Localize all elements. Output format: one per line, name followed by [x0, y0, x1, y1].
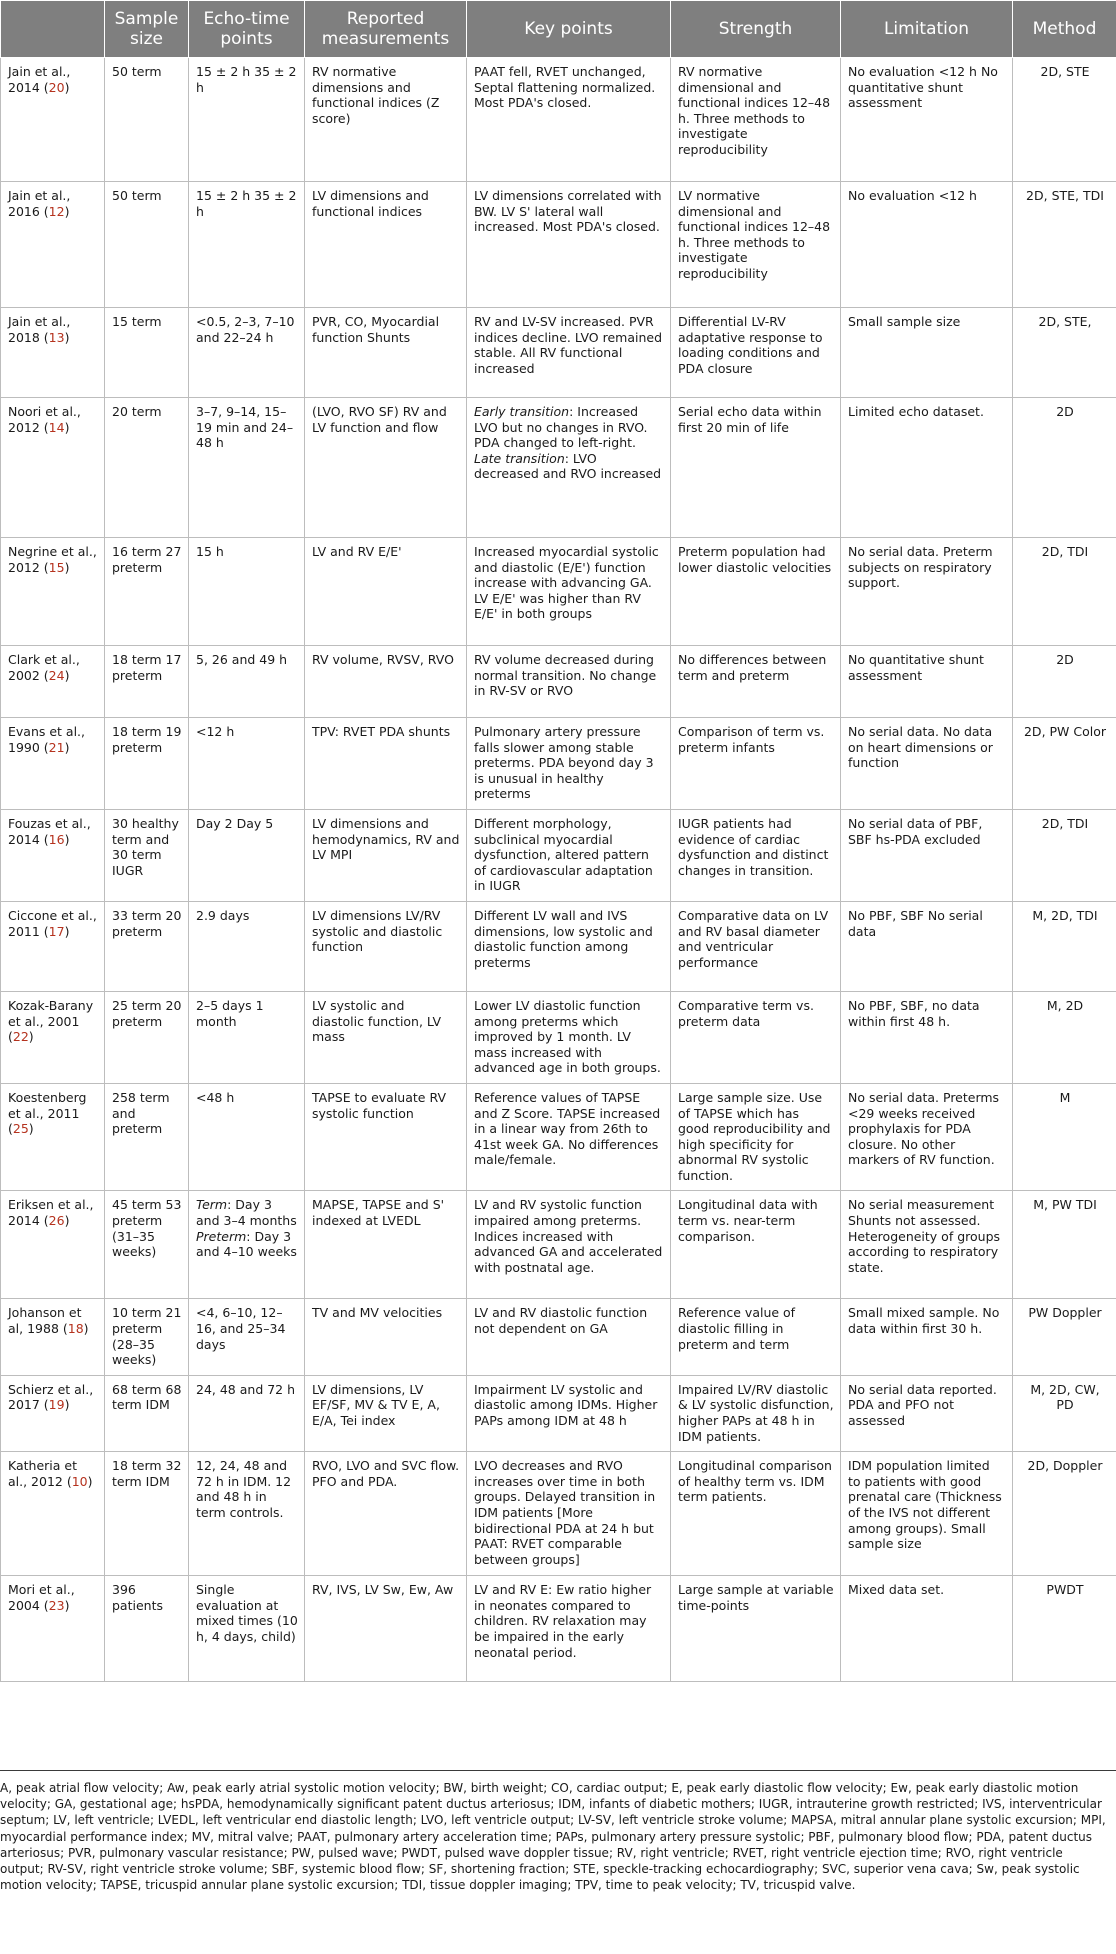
measurements-cell: RV volume, RVSV, RVO — [305, 646, 467, 718]
limitation-cell: No serial data. Preterms <29 weeks received prophylaxis for PDA closure. No other markers of RV function. — [841, 1083, 1013, 1191]
measurements-cell: RV, IVS, LV Sw, Ew, Aw — [305, 1576, 467, 1682]
header-strength: Strength — [671, 1, 841, 58]
study-cell: Jain et al., 2016 (12) — [1, 182, 105, 308]
measurements-cell: LV dimensions and functional indices — [305, 182, 467, 308]
study-cell: Noori et al., 2012 (14) — [1, 398, 105, 538]
key-points-cell: LVO decreases and RVO increases over time in both groups. Delayed transition in IDM patients [More bidirectional PDA at 24 h but PAAT: RVET comparable between groups] — [467, 1452, 671, 1576]
table-row — [1, 58, 1116, 182]
sample-size-cell: 15 term — [105, 308, 189, 398]
table-row — [1, 1576, 1116, 1682]
header-sample-size: Sample size — [105, 1, 189, 58]
sample-size-cell: 45 term 53 preterm (31–35 weeks) — [105, 1191, 189, 1299]
key-points-cell: LV and RV systolic function impaired among preterms. Indices increased with advanced GA and accelerated with postnatal age. — [467, 1191, 671, 1299]
reference-link[interactable]: 25 — [12, 1121, 29, 1137]
limitation-cell: No quantitative shunt assessment — [841, 646, 1013, 718]
sample-size-cell: 68 term 68 term IDM — [105, 1375, 189, 1451]
key-points-cell: Different morphology, subclinical myocardial dysfunction, altered pattern of cardiovascular adaptation in IUGR — [467, 809, 671, 901]
echo-time-cell: 12, 24, 48 and 72 h in IDM. 12 and 48 h in term controls. — [189, 1452, 305, 1576]
reference-link[interactable]: 10 — [71, 1473, 88, 1489]
strength-cell: Comparative data on LV and RV basal diameter and ventricular performance — [671, 901, 841, 991]
key-points-cell: Early transition: Increased LVO but no changes in RVO. PDA changed to left-right. Late transition: LVO decreased and RVO increased — [467, 398, 671, 538]
strength-cell: Large sample size. Use of TAPSE which has good reproducibility and high specificity for abnormal RV systolic function. — [671, 1083, 841, 1191]
strength-cell: No differences between term and preterm — [671, 646, 841, 718]
study-cell: Jain et al., 2018 (13) — [1, 308, 105, 398]
strength-cell: Comparative term vs. preterm data — [671, 991, 841, 1083]
key-points-cell: Reference values of TAPSE and Z Score. TAPSE increased in a linear way from 26th to 41st week GA. No differences male/female. — [467, 1083, 671, 1191]
table-row — [1, 1452, 1116, 1576]
measurements-cell: LV dimensions and hemodynamics, RV and LV MPI — [305, 809, 467, 901]
method-cell: 2D, STE, TDI — [1013, 182, 1116, 308]
strength-cell: Comparison of term vs. preterm infants — [671, 718, 841, 810]
limitation-cell: No serial data. No data on heart dimensions or function — [841, 718, 1013, 810]
table-row — [1, 991, 1116, 1083]
limitation-cell: No evaluation <12 h — [841, 182, 1013, 308]
strength-cell: Serial echo data within first 20 min of life — [671, 398, 841, 538]
table-row — [1, 538, 1116, 646]
strength-cell: Impaired LV/RV diastolic & LV systolic disfunction, higher PAPs at 48 h in IDM patients. — [671, 1375, 841, 1451]
reference-link[interactable]: 19 — [48, 1397, 65, 1413]
method-cell: 2D — [1013, 398, 1116, 538]
measurements-cell: LV and RV E/E' — [305, 538, 467, 646]
table-row — [1, 398, 1116, 538]
limitation-cell: No serial data of PBF, SBF hs-PDA excluded — [841, 809, 1013, 901]
measurements-cell: TPV: RVET PDA shunts — [305, 718, 467, 810]
measurements-cell: LV systolic and diastolic function, LV mass — [305, 991, 467, 1083]
sample-size-cell: 50 term — [105, 58, 189, 182]
method-cell: 2D, TDI — [1013, 538, 1116, 646]
header-study — [1, 1, 105, 58]
method-cell: M, 2D, TDI — [1013, 901, 1116, 991]
limitation-cell: No serial data reported. PDA and PFO not assessed — [841, 1375, 1013, 1451]
table-row — [1, 646, 1116, 718]
study-cell: Mori et al., 2004 (23) — [1, 1576, 105, 1682]
method-cell: 2D, STE — [1013, 58, 1116, 182]
table-row — [1, 182, 1116, 308]
study-cell: Koestenberg et al., 2011 (25) — [1, 1083, 105, 1191]
strength-cell: IUGR patients had evidence of cardiac dysfunction and distinct changes in transition. — [671, 809, 841, 901]
method-cell: M, 2D, CW, PD — [1013, 1375, 1116, 1451]
study-cell: Fouzas et al., 2014 (16) — [1, 809, 105, 901]
study-cell: Schierz et al., 2017 (19) — [1, 1375, 105, 1451]
reference-link[interactable]: 14 — [48, 419, 65, 435]
limitation-cell: No PBF, SBF, no data within first 48 h. — [841, 991, 1013, 1083]
table-row — [1, 901, 1116, 991]
strength-cell: Reference value of diastolic filling in preterm and term — [671, 1299, 841, 1375]
sample-size-cell: 396 patients — [105, 1576, 189, 1682]
sample-size-cell: 10 term 21 preterm (28–35 weeks) — [105, 1299, 189, 1375]
strength-cell: LV normative dimensional and functional indices 12–48 h. Three methods to investigate reproducibility — [671, 182, 841, 308]
key-points-cell: LV and RV diastolic function not dependent on GA — [467, 1299, 671, 1375]
echo-time-cell: <12 h — [189, 718, 305, 810]
method-cell: M, 2D — [1013, 991, 1116, 1083]
limitation-cell: Mixed data set. — [841, 1576, 1013, 1682]
method-cell: 2D, PW Color — [1013, 718, 1116, 810]
echo-time-cell: 15 ± 2 h 35 ± 2 h — [189, 182, 305, 308]
header-limitation: Limitation — [841, 1, 1013, 58]
sample-size-cell: 18 term 32 term IDM — [105, 1452, 189, 1576]
sample-size-cell: 16 term 27 preterm — [105, 538, 189, 646]
echo-time-cell: 24, 48 and 72 h — [189, 1375, 305, 1451]
reference-link[interactable]: 20 — [48, 79, 65, 95]
study-cell: Eriksen et al., 2014 (26) — [1, 1191, 105, 1299]
study-cell: Jain et al., 2014 (20) — [1, 58, 105, 182]
measurements-cell: LV dimensions LV/RV systolic and diastolic function — [305, 901, 467, 991]
reference-link[interactable]: 26 — [48, 1213, 65, 1229]
method-cell: 2D, STE, — [1013, 308, 1116, 398]
table-row — [1, 1299, 1116, 1375]
echo-time-cell: Term: Day 3 and 3–4 months Preterm: Day 3 and 4–10 weeks — [189, 1191, 305, 1299]
method-cell: M — [1013, 1083, 1116, 1191]
header-row — [1, 1, 1116, 58]
sample-size-cell: 258 term and preterm — [105, 1083, 189, 1191]
reference-link[interactable]: 21 — [48, 739, 65, 755]
measurements-cell: RVO, LVO and SVC flow. PFO and PDA. — [305, 1452, 467, 1576]
study-cell: Evans et al., 1990 (21) — [1, 718, 105, 810]
echo-time-cell: 15 h — [189, 538, 305, 646]
sample-size-cell: 30 healthy term and 30 term IUGR — [105, 809, 189, 901]
limitation-cell: IDM population limited to patients with good prenatal care (Thickness of the IVS not different among groups). Small sample size — [841, 1452, 1013, 1576]
strength-cell: Longitudinal data with term vs. near-term comparison. — [671, 1191, 841, 1299]
echo-time-cell: <4, 6–10, 12–16, and 25–34 days — [189, 1299, 305, 1375]
reference-link[interactable]: 24 — [48, 667, 65, 683]
measurements-cell: PVR, CO, Myocardial function Shunts — [305, 308, 467, 398]
sample-size-cell: 33 term 20 preterm — [105, 901, 189, 991]
table-row — [1, 308, 1116, 398]
reference-link[interactable]: 16 — [48, 831, 65, 847]
key-points-cell: LV and RV E: Ew ratio higher in neonates compared to children. RV relaxation may be impaired in the early neonatal period. — [467, 1576, 671, 1682]
header-key-points: Key points — [467, 1, 671, 58]
limitation-cell: Small mixed sample. No data within first 30 h. — [841, 1299, 1013, 1375]
strength-cell: Differential LV-RV adaptative response to loading conditions and PDA closure — [671, 308, 841, 398]
study-cell: Clark et al., 2002 (24) — [1, 646, 105, 718]
limitation-cell: No evaluation <12 h No quantitative shunt assessment — [841, 58, 1013, 182]
reference-link[interactable]: 17 — [48, 923, 65, 939]
limitation-cell: No serial data. Preterm subjects on respiratory support. — [841, 538, 1013, 646]
measurements-cell: (LVO, RVO SF) RV and LV function and flow — [305, 398, 467, 538]
reference-link[interactable]: 15 — [48, 559, 65, 575]
echo-time-cell: Day 2 Day 5 — [189, 809, 305, 901]
header-echo-time: Echo-time points — [189, 1, 305, 58]
sample-size-cell: 18 term 19 preterm — [105, 718, 189, 810]
echo-time-cell: Single evaluation at mixed times (10 h, 4 days, child) — [189, 1576, 305, 1682]
sample-size-cell: 20 term — [105, 398, 189, 538]
reference-link[interactable]: 13 — [48, 329, 65, 345]
table-row — [1, 718, 1116, 810]
measurements-cell: RV normative dimensions and functional indices (Z score) — [305, 58, 467, 182]
measurements-cell: MAPSE, TAPSE and S' indexed at LVEDL — [305, 1191, 467, 1299]
key-points-cell: LV dimensions correlated with BW. LV S' lateral wall increased. Most PDA's closed. — [467, 182, 671, 308]
sample-size-cell: 18 term 17 preterm — [105, 646, 189, 718]
table-row — [1, 1375, 1116, 1451]
strength-cell: RV normative dimensional and functional indices 12–48 h. Three methods to investigate reproducibility — [671, 58, 841, 182]
key-points-cell: Different LV wall and IVS dimensions, low systolic and diastolic function among preterms — [467, 901, 671, 991]
method-cell: 2D — [1013, 646, 1116, 718]
key-points-cell: Pulmonary artery pressure falls slower among stable preterms. PDA beyond day 3 is unusual in healthy preterms — [467, 718, 671, 810]
reference-link[interactable]: 12 — [48, 203, 65, 219]
method-cell: 2D, Doppler — [1013, 1452, 1116, 1576]
table-row — [1, 1191, 1116, 1299]
abbreviations-footnote: A, peak atrial flow velocity; Aw, peak early atrial systolic motion velocity; BW, birth weight; CO, cardiac output; E, peak early diastolic flow velocity; Ew, peak early diastolic motion velocity; GA, gestational age; hsPDA, hemodynamically significant patent ductus arteriosus; IDM, infants of diabetic mothers; IUGR, intrauterine growth restricted; IVS, interventricular septum; LV, left ventricle; LVEDL, left ventricular end diastolic length; LVO, left ventricle output; LV-SV, left ventricle stroke volume; MAPSA, mitral annular plane systolic excursion; MPI, myocardial performance index; MV, mitral valve; PAAT, pulmonary artery acceleration time; PAPs, pulmonary artery pressure systolic; PBF, pulmonary blood flow; PDA, patent ductus arteriosus; PVR, pulmonary vascular resistance; PW, pulsed wave; PWDT, pulsed wave doppler tissue; RV, right ventricle; RVET, right ventricle ejection time; RVO, right ventricle output; RV-SV, right ventricle stroke volume; SBF, systemic blood flow; SF, shortening fraction; STE, speckle-tracking echocardiography; SVC, superior vena cava; Sw, peak systolic motion velocity; TAPSE, tricuspid annular plane systolic excursion; TDI, tissue doppler imaging; TPV, time to peak velocity; TV, tricuspid valve. — [0, 1781, 1106, 1893]
measurements-cell: LV dimensions, LV EF/SF, MV & TV E, A, E/A, Tei index — [305, 1375, 467, 1451]
method-cell: M, PW TDI — [1013, 1191, 1116, 1299]
key-points-cell: Impairment LV systolic and diastolic among IDMs. Higher PAPs among IDM at 48 h — [467, 1375, 671, 1451]
echo-time-cell: <0.5, 2–3, 7–10 and 22–24 h — [189, 308, 305, 398]
strength-cell: Large sample at variable time-points — [671, 1576, 841, 1682]
limitation-cell: No serial measurement Shunts not assessed. Heterogeneity of groups according to respiratory state. — [841, 1191, 1013, 1299]
echo-time-cell: <48 h — [189, 1083, 305, 1191]
study-cell: Negrine et al., 2012 (15) — [1, 538, 105, 646]
sample-size-cell: 50 term — [105, 182, 189, 308]
key-points-cell: RV volume decreased during normal transition. No change in RV-SV or RVO — [467, 646, 671, 718]
key-points-cell: PAAT fell, RVET unchanged, Septal flattening normalized. Most PDA's closed. — [467, 58, 671, 182]
echo-time-cell: 5, 26 and 49 h — [189, 646, 305, 718]
strength-cell: Longitudinal comparison of healthy term vs. IDM term patients. — [671, 1452, 841, 1576]
echo-time-cell: 2–5 days 1 month — [189, 991, 305, 1083]
reference-link[interactable]: 18 — [67, 1321, 84, 1337]
study-cell: Katheria et al., 2012 (10) — [1, 1452, 105, 1576]
reference-link[interactable]: 23 — [48, 1597, 65, 1613]
method-cell: PW Doppler — [1013, 1299, 1116, 1375]
header-measurements: Reported measurements — [305, 1, 467, 58]
limitation-cell: Limited echo dataset. — [841, 398, 1013, 538]
key-points-cell: RV and LV-SV increased. PVR indices decline. LVO remained stable. All RV functional increased — [467, 308, 671, 398]
study-cell: Ciccone et al., 2011 (17) — [1, 901, 105, 991]
measurements-cell: TAPSE to evaluate RV systolic function — [305, 1083, 467, 1191]
limitation-cell: No PBF, SBF No serial data — [841, 901, 1013, 991]
measurements-cell: TV and MV velocities — [305, 1299, 467, 1375]
method-cell: PWDT — [1013, 1576, 1116, 1682]
study-cell: Johanson et al, 1988 (18) — [1, 1299, 105, 1375]
footnote-divider — [0, 1770, 1116, 1771]
study-cell: Kozak-Barany et al., 2001 (22) — [1, 991, 105, 1083]
table-row — [1, 1083, 1116, 1191]
sample-size-cell: 25 term 20 preterm — [105, 991, 189, 1083]
key-points-cell: Lower LV diastolic function among preterms which improved by 1 month. LV mass increased with advanced age in both groups. — [467, 991, 671, 1083]
echo-time-cell: 2.9 days — [189, 901, 305, 991]
key-points-cell: Increased myocardial systolic and diastolic (E/E') function increase with advancing GA. LV E/E' was higher than RV E/E' in both groups — [467, 538, 671, 646]
reference-link[interactable]: 22 — [12, 1029, 29, 1045]
table-row — [1, 809, 1116, 901]
header-method: Method — [1013, 1, 1116, 58]
echo-time-cell: 15 ± 2 h 35 ± 2 h — [189, 58, 305, 182]
method-cell: 2D, TDI — [1013, 809, 1116, 901]
limitation-cell: Small sample size — [841, 308, 1013, 398]
strength-cell: Preterm population had lower diastolic velocities — [671, 538, 841, 646]
echo-time-cell: 3–7, 9–14, 15–19 min and 24–48 h — [189, 398, 305, 538]
